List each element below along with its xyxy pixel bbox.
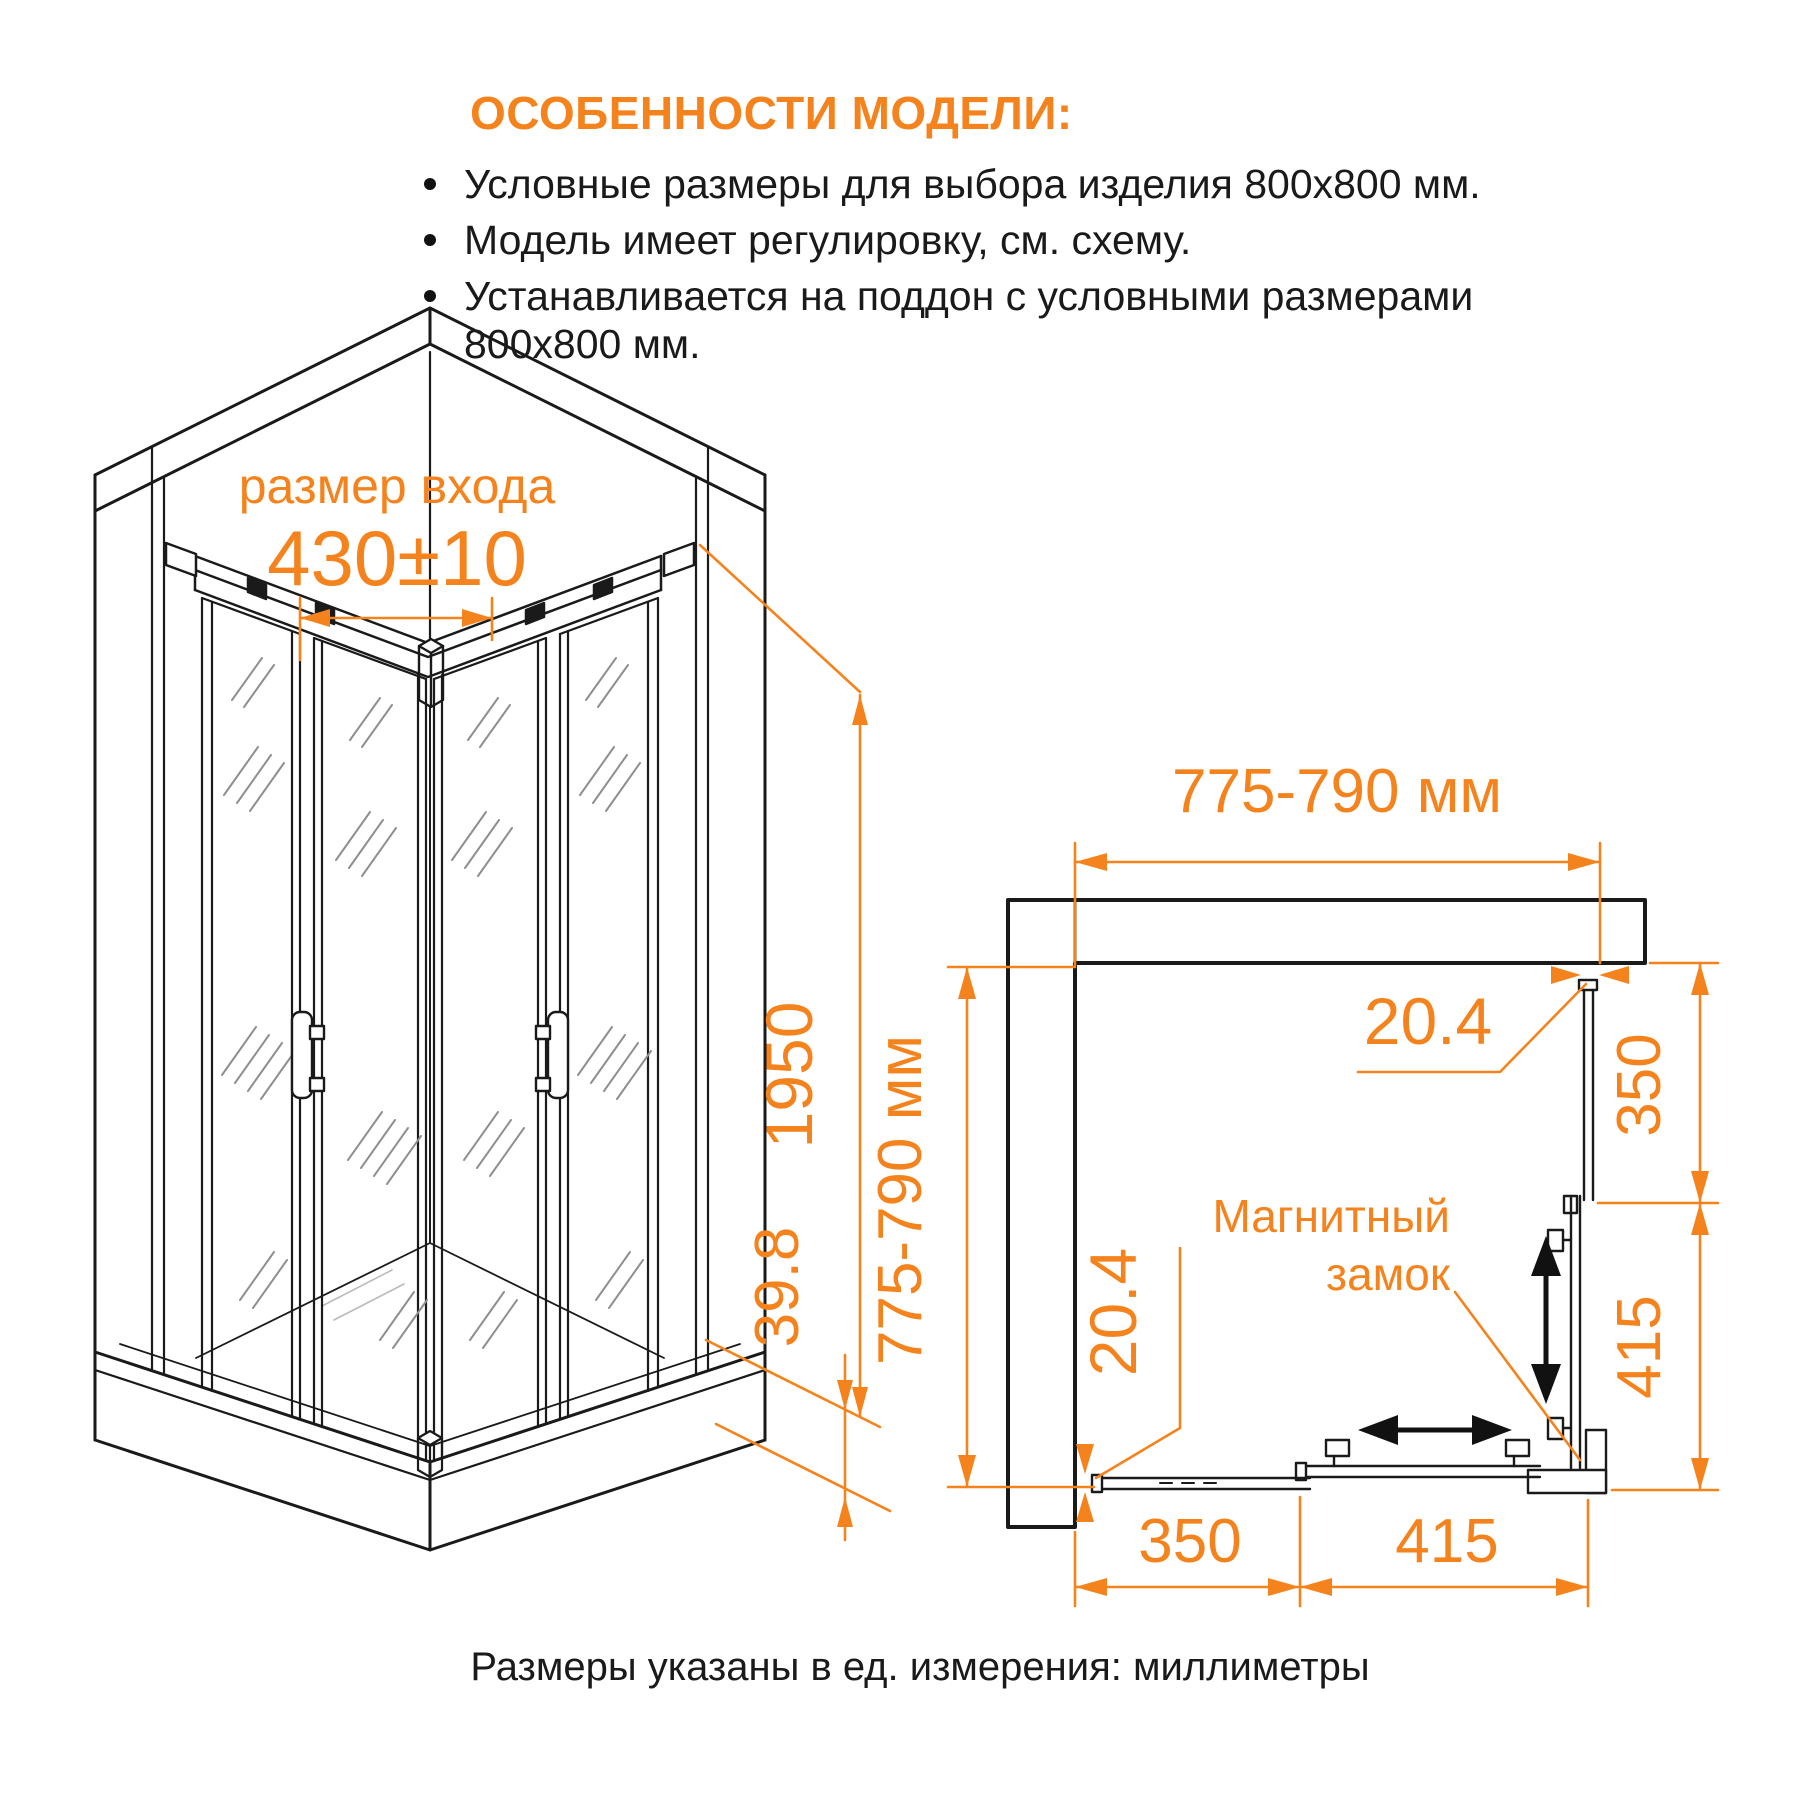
iso-wall-bracket-left (166, 543, 196, 576)
iso-wall-bracket-right (664, 543, 694, 576)
iso-shower-drawing (95, 308, 890, 1550)
plan-width-top-value: 775-790 мм (1171, 757, 1503, 826)
iso-corner-guide (418, 1431, 442, 1477)
iso-entry-dim-value: 430±10 (267, 514, 527, 602)
feature-text (464, 272, 1612, 368)
feature-text-line1: Устанавливается на поддон с условными размерами (464, 273, 1474, 319)
plan-corner-bracket (1528, 1470, 1606, 1493)
feature-text-line2: 800x800 мм. (464, 321, 701, 367)
iso-entry-label: размер входа (238, 458, 556, 514)
plan-depth-left-value: 775-790 мм (866, 1034, 935, 1366)
magnet-label-line1: Магнитный (1212, 1190, 1450, 1242)
bullet-dot-icon (424, 290, 436, 302)
horizontal-slide-arrow-icon (1358, 1415, 1512, 1445)
iso-panel-left-sliding (314, 638, 426, 1461)
feature-item (412, 216, 1612, 264)
plan-right-door (1528, 980, 1606, 1493)
plan-gap-top-value: 20.4 (1363, 984, 1493, 1058)
plan-bottom-door-roller-1 (1326, 1440, 1349, 1456)
plan-gap-bottom-value: 20.4 (1076, 1247, 1150, 1377)
feature-item (412, 160, 1612, 208)
iso-height-dim-value: 1950 (752, 1001, 826, 1149)
units-caption: Размеры указаны в ед. измерения: миллиметры (470, 1645, 1370, 1689)
feature-text: Условные размеры для выбора изделия 800x800 мм. (464, 161, 1481, 207)
magnet-label-line2: замок (1325, 1248, 1450, 1300)
feature-item (412, 272, 1612, 368)
iso-shower-tray (95, 1344, 765, 1550)
bullet-dot-icon (424, 178, 436, 190)
vertical-slide-arrow-icon (1531, 1236, 1561, 1404)
iso-tray-dim-value: 39.8 (743, 1226, 812, 1348)
plan-shower-drawing (866, 757, 1718, 1606)
bullet-dot-icon (424, 234, 436, 246)
iso-tray-height-dimension (706, 1340, 890, 1540)
feature-text: Модель имеет регулировку, см. схему. (464, 217, 1192, 263)
features-block (412, 86, 1612, 376)
plan-bottom-door (1092, 1440, 1540, 1492)
iso-panel-left-fixed (202, 598, 300, 1419)
iso-panel-right-fixed (560, 598, 658, 1419)
plan-right-415-value: 415 (1605, 1295, 1674, 1399)
plan-bottom-415-value: 415 (1395, 1507, 1499, 1576)
plan-right-350-value: 350 (1605, 1033, 1674, 1137)
glass-hatching (222, 658, 651, 1348)
plan-bottom-350-value: 350 (1138, 1507, 1242, 1576)
features-title: ОСОБЕННОСТИ МОДЕЛИ: (470, 87, 1073, 139)
plan-bottom-door-roller-2 (1506, 1440, 1529, 1456)
